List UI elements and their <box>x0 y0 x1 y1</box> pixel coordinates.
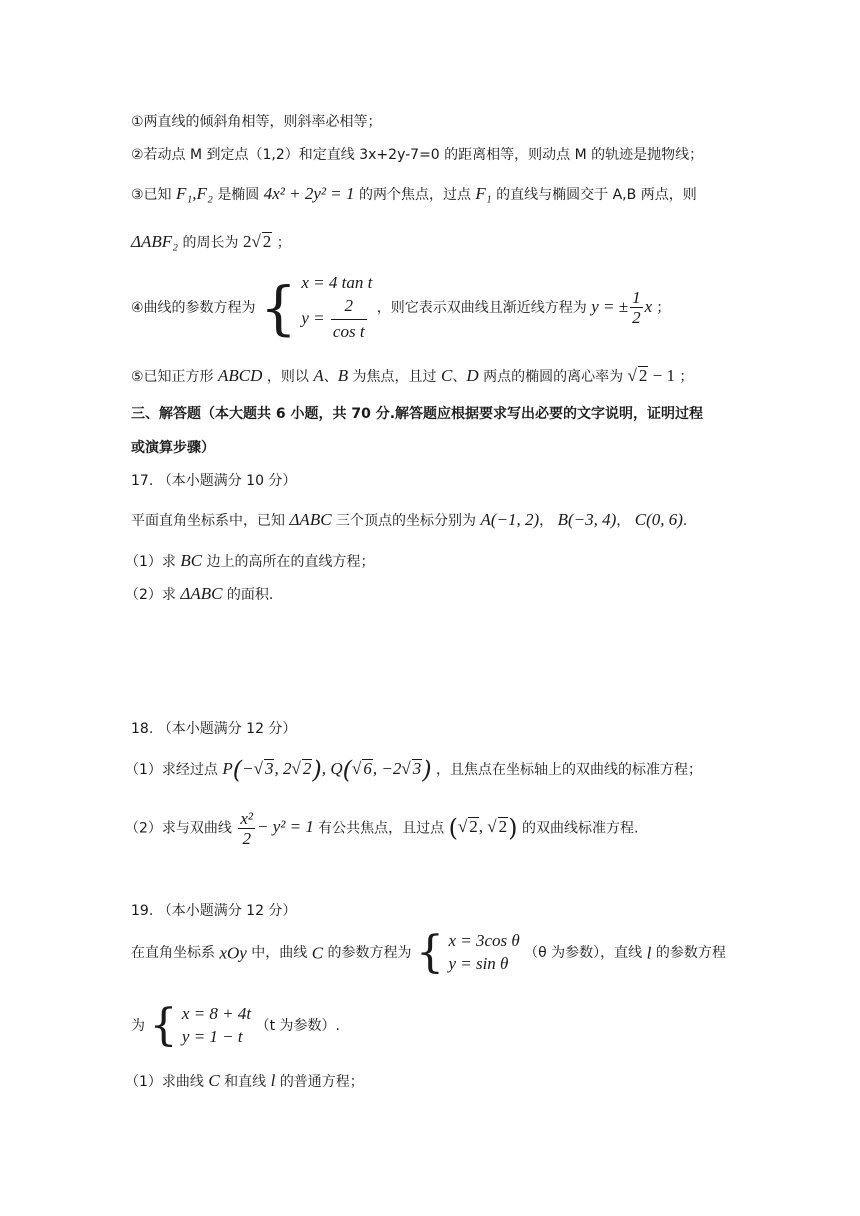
param-x-eq: x = 4 tan t <box>301 273 373 292</box>
q17-stem: 平面直角坐标系中，已知 ΔABC 三个顶点的坐标分别为 A(−1, 2)， B(−3, 4)， C(0, 6). <box>131 510 688 529</box>
math-perimeter: 2√ 2 <box>242 232 272 251</box>
q18-part-1: （1）求经过点 P(−√ 3, 2√ 2), Q(√ 6, −2√ 3) ，且焦点在坐标轴上的双曲线的标准方程； <box>125 756 703 784</box>
line-system <box>182 1003 251 1049</box>
math-curve-c-2: C <box>208 1071 220 1090</box>
point-p: P(−√ 3, 2√ 2), <box>222 756 326 784</box>
math-curve-c: C <box>311 943 324 963</box>
left-brace: { <box>260 273 297 342</box>
q18-part-2: （2）求与双曲线 $\frac{\text{x²}}{2}$ − y² = 1 有公共焦点，且过点 (√ 2, √ 2) 的双曲线标准方程. <box>125 809 639 848</box>
line-x-eq: x = 8 + 4t <box>181 1004 252 1023</box>
statement-3 <box>131 185 697 202</box>
statement-1-text: ①两直线的倾斜角相等，则斜率必相等； <box>131 114 382 130</box>
statement-3-text-b: 是椭圆 <box>217 187 260 203</box>
math-c: C <box>441 366 453 385</box>
statement-5-text-b: ，则以 <box>266 369 309 385</box>
point-b: B(−3, 4) <box>557 510 617 529</box>
math-triangle-abc: ΔABC <box>289 510 332 529</box>
q18-header: 18. （本小题满分 12 分） <box>131 721 297 737</box>
q17-header: 17. （本小题满分 10 分） <box>131 473 297 489</box>
curve-y-eq: y = sin θ <box>448 953 509 973</box>
curve-system <box>448 930 519 976</box>
q17-part-2: （2）求 ΔABC 的面积. <box>125 584 274 603</box>
math-ellipse: 4x² + 2y² = 1 <box>263 184 355 203</box>
statement-3-text-f: ； <box>276 235 291 251</box>
statement-4-text-a: ④曲线的参数方程为 <box>131 299 256 316</box>
math-f1f2: F₁,F₂ <box>176 184 213 203</box>
statement-1 <box>131 115 382 129</box>
param-system <box>301 272 372 344</box>
math-line-l-2: l <box>270 1071 276 1090</box>
statement-2-text: ②若动点 M 到定点（1,2）和定直线 3x+2y-7=0 的距离相等，则动点 M 的轨迹是抛物线； <box>131 147 704 163</box>
statement-2 <box>131 148 703 162</box>
q19-part-1: （1）求曲线 C 和直线 l 的普通方程； <box>125 1071 364 1090</box>
math-d: D <box>466 366 479 385</box>
point-c: C(0, 6) <box>634 510 683 529</box>
left-brace-3: { <box>149 999 178 1051</box>
statement-3-text-c: 的两个焦点，过点 <box>358 187 471 203</box>
statement-4-text-b: ，则它表示双曲线且渐近线方程为 <box>376 299 587 316</box>
statement-4-text-c: ； <box>656 299 671 316</box>
statement-3-text-a: ③已知 <box>131 187 172 203</box>
param-y-eq: y = $\frac{2}{\text{cos t}}$ <box>301 295 365 341</box>
math-triangle-abc-2: ΔABC <box>180 584 223 603</box>
math-abcd: ABCD <box>218 366 263 385</box>
statement-5 <box>131 366 693 384</box>
q17-part-1: （1）求 BC 边上的高所在的直线方程； <box>125 551 375 570</box>
statement-5-text-a: ⑤已知正方形 <box>131 369 214 385</box>
math-asymptote: y = ± $\frac{1}{2}$ x <box>591 288 653 328</box>
q19-stem: 在直角坐标系 xOy 中，曲线 C 的参数方程为 { x = 3cos θ y = sin θ （θ 为参数），直线 l 的参数方程 <box>131 926 726 978</box>
statement-5-text-d: 为焦点，且过 <box>352 369 437 385</box>
math-bc: BC <box>180 551 203 570</box>
section-3-heading-cont: 或演算步骤） <box>131 440 215 456</box>
comma-1: 、 <box>323 369 338 385</box>
statement-3-text-e: 的周长为 <box>182 235 239 251</box>
math-f1: F₁ <box>475 184 492 203</box>
left-brace-2: { <box>415 926 444 978</box>
curve-x-eq: x = 3cos θ <box>448 931 520 950</box>
comma-2: 、 <box>452 369 467 385</box>
point-q: Q(√ 6, −2√ 3) <box>330 756 432 784</box>
statement-4 <box>131 272 670 344</box>
point-a: A(−1, 2) <box>480 510 540 529</box>
math-eccentricity: √ 2 − 1 <box>627 366 675 385</box>
statement-3-cont <box>131 232 291 250</box>
q19-header: 19. （本小题满分 12 分） <box>131 903 297 919</box>
math-xoy: xOy <box>219 943 247 963</box>
point-sqrt2: (√ 2, √ 2) <box>448 814 518 843</box>
math-hyperbola: $\frac{\text{x²}}{2}$ − y² = 1 <box>240 809 314 848</box>
math-b: B <box>337 366 349 385</box>
math-triangle-abf2: ΔABF₂ <box>131 232 179 251</box>
math-line-l: l <box>646 943 652 963</box>
line-y-eq: y = 1 − t <box>181 1026 243 1046</box>
math-a: A <box>313 366 324 385</box>
section-3-heading: 三、解答题（本大题共 6 小题，共 70 分.解答题应根据要求写出必要的文字说明，证明过程 <box>131 406 704 422</box>
statement-3-text-d: 的直线与椭圆交于 A,B 两点，则 <box>496 187 697 203</box>
statement-5-text-f: 两点的椭圆的离心率为 <box>483 369 624 385</box>
statement-5-text-g: ； <box>679 369 694 385</box>
q19-stem-cont: 为 { x = 8 + 4t y = 1 − t （t 为参数）. <box>131 999 340 1051</box>
